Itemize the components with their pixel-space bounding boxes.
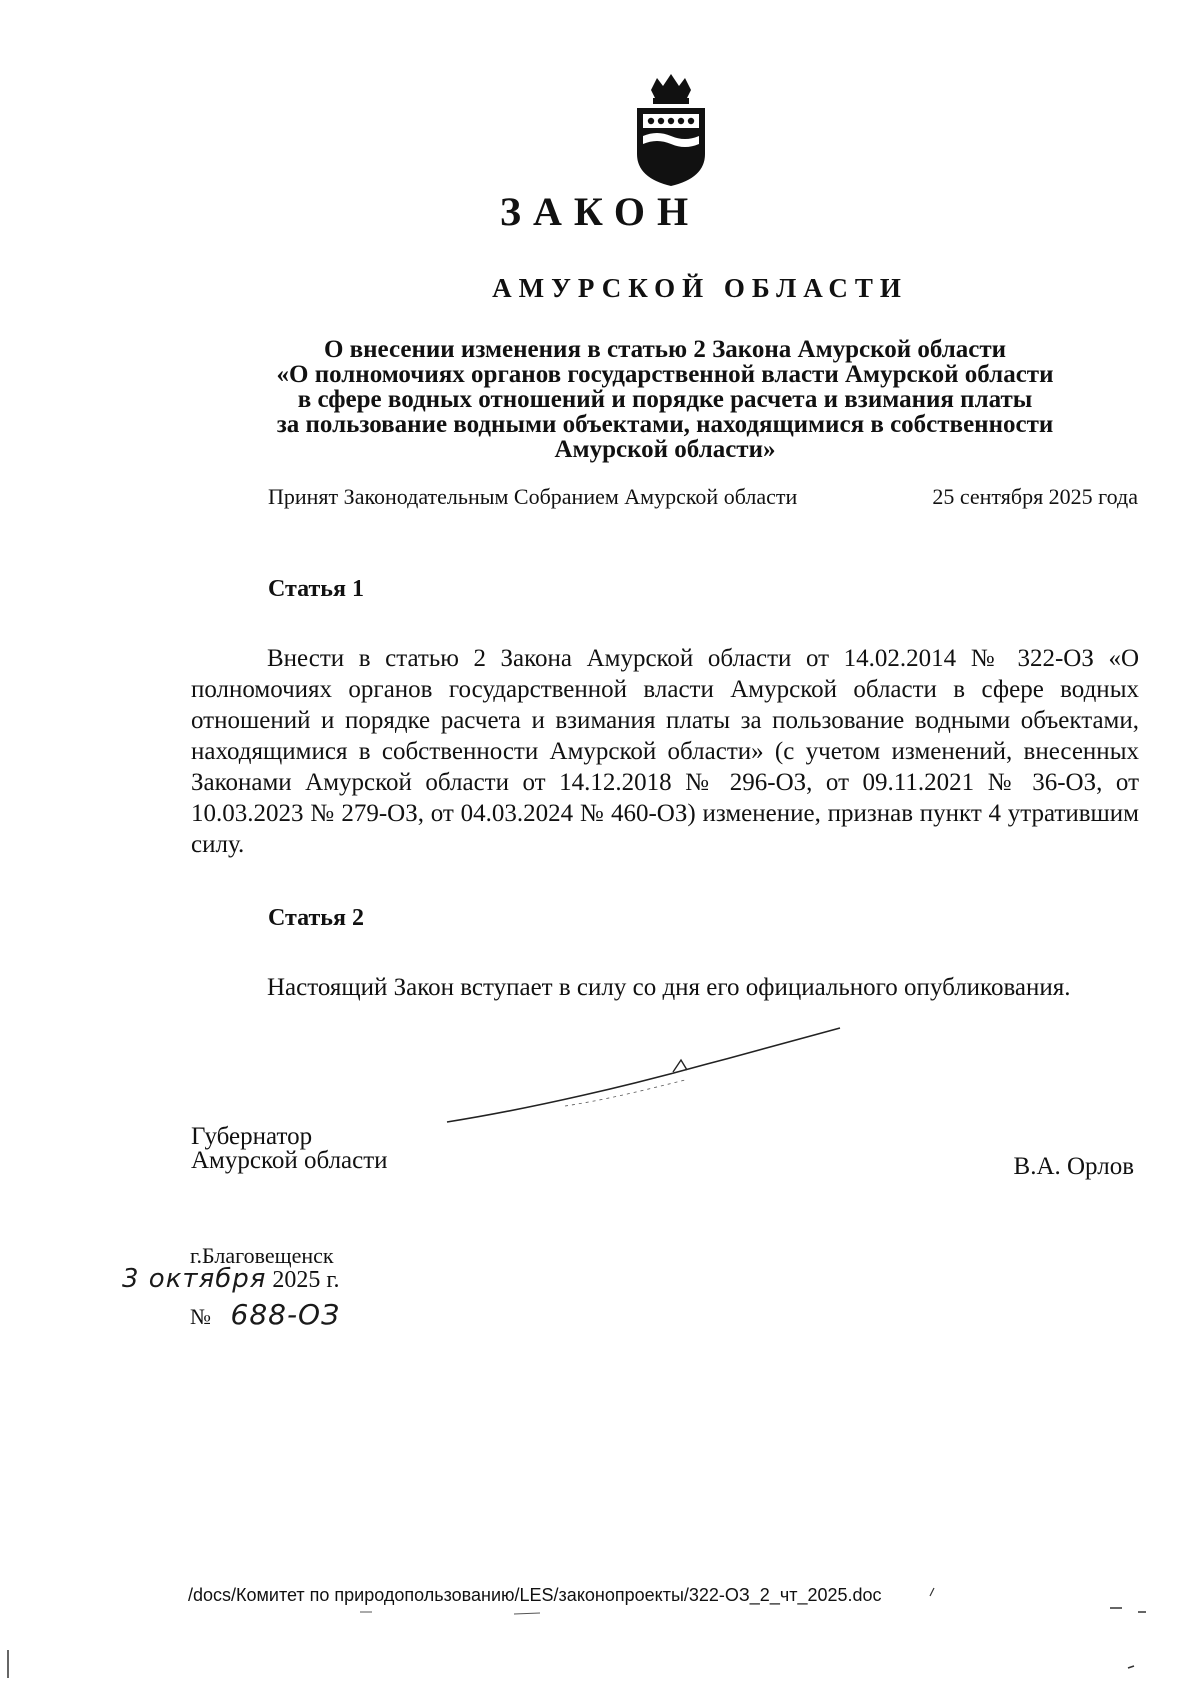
adopted-by: Принят Законодательным Собранием Амурской области bbox=[268, 484, 798, 509]
adoption-line bbox=[268, 484, 1138, 510]
issue-date bbox=[122, 1264, 340, 1294]
coat-of-arms-icon bbox=[629, 72, 713, 188]
subject-line: О внесении изменения в статью 2 Закона Амурской области bbox=[323, 336, 1007, 363]
document-title: ЗАКОН bbox=[499, 189, 701, 234]
subject-line: за пользование водными объектами, находящимися в собственности bbox=[276, 411, 1054, 438]
adopted-date: 25 сентября 2025 года bbox=[932, 484, 1138, 509]
issue-number bbox=[190, 1298, 340, 1331]
handwritten-date: 3 октября bbox=[122, 1264, 267, 1294]
file-path-footer: /docs/Комитет по природопользованию/LES/законопроекты/322-ОЗ_2_чт_2025.doc bbox=[188, 1585, 882, 1605]
article-1-text: Внести в статью 2 Закона Амурской области от 14.02.2014 № 322-ОЗ «О полномочиях органов государственной власти Амурской области в сфере водных отношений и порядке расчета и взимания платы за пользование водными объектами, находящимися в собственности Амурской области» (с учетом изменений, внесенных Законами Амурской области от 14.12.2018 № 296-ОЗ, от 09.11.2021 № 36-ОЗ, от 10.03.2023 № 279-ОЗ, от 04.03.2024 № 460-ОЗ) изменение, признав пункт 4 утратившим силу. bbox=[191, 645, 1139, 858]
law-subject bbox=[210, 337, 1120, 462]
issue-city: г.Благовещенск bbox=[190, 1243, 334, 1268]
issue-year: 2025 г. bbox=[272, 1267, 340, 1293]
handwritten-number: 688-ОЗ bbox=[230, 1298, 341, 1331]
number-label: № bbox=[190, 1304, 211, 1329]
governor-position: Губернатор bbox=[191, 1123, 313, 1150]
subject-line: «О полномочиях органов государственной власти Амурской области bbox=[276, 361, 1054, 388]
subject-line: в сфере водных отношений и порядке расчета и взимания платы bbox=[297, 386, 1033, 413]
article-2-heading: Статья 2 bbox=[268, 905, 364, 931]
governor-title bbox=[191, 1125, 388, 1173]
region-title: АМУРСКОЙ ОБЛАСТИ bbox=[492, 273, 908, 303]
handwritten-signature bbox=[445, 1020, 845, 1130]
governor-name: В.А. Орлов bbox=[1013, 1153, 1134, 1180]
article-2-text: Настоящий Закон вступает в силу со дня его официального опубликования. bbox=[267, 974, 1071, 1001]
article-1-heading: Статья 1 bbox=[268, 576, 364, 602]
subject-line: Амурской области» bbox=[554, 436, 776, 463]
governor-region: Амурской области bbox=[191, 1147, 388, 1174]
